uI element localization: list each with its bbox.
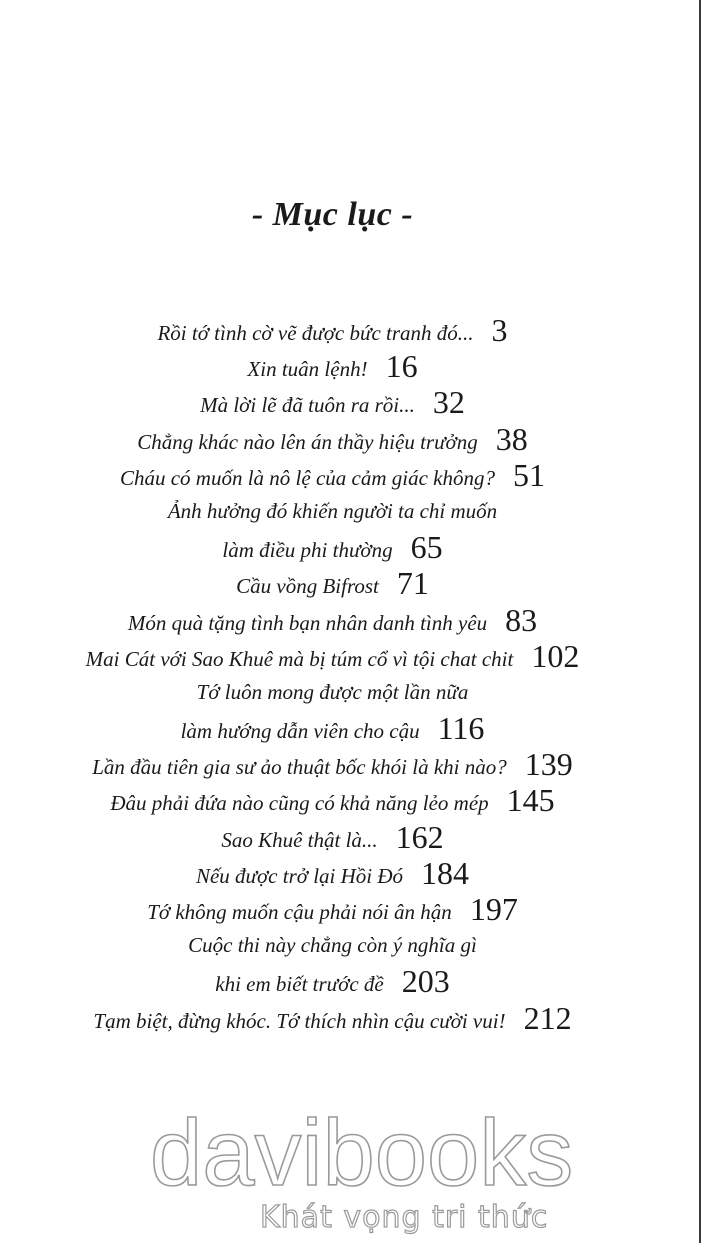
toc-entry-text: Đâu phải đứa nào cũng có khả năng lẻo mép bbox=[110, 791, 489, 816]
toc-entry-page: 32 bbox=[432, 384, 465, 421]
toc-entry-text: Rồi tớ tình cờ vẽ được bức tranh đó... bbox=[157, 321, 474, 345]
toc-entry bbox=[0, 602, 665, 638]
toc-entry-page: 197 bbox=[469, 891, 518, 927]
toc-entry-text: Chẳng khác nào lên án thầy hiệu trưởng bbox=[137, 429, 478, 454]
toc-entry-text: Mai Cát với Sao Khuê mà bị túm cổ vì tội chat chit bbox=[85, 646, 514, 671]
toc-entry-text: Nếu được trở lại Hồi Đó bbox=[195, 863, 404, 888]
toc-entry-text: Tạm biệt, đừng khóc. Tớ thích nhìn cậu cười vui! bbox=[93, 1008, 506, 1033]
logo-tagline: Khát vọng tri thức bbox=[260, 1200, 549, 1235]
toc-entry bbox=[0, 493, 665, 529]
toc-entry-page: 83 bbox=[505, 601, 538, 638]
toc-entry bbox=[0, 891, 665, 927]
toc-entry bbox=[0, 565, 665, 601]
toc-entry bbox=[0, 710, 665, 746]
toc-entry bbox=[0, 638, 665, 674]
toc-entry bbox=[0, 963, 665, 999]
toc-entry bbox=[0, 746, 665, 782]
toc-entry-page: 139 bbox=[524, 746, 573, 783]
page-edge-line bbox=[699, 0, 701, 1243]
toc-entry bbox=[0, 421, 665, 457]
toc-entry-page: 16 bbox=[385, 348, 418, 385]
logo-wordmark: davibooks bbox=[150, 1100, 574, 1205]
page-title: - Mục lục - bbox=[251, 196, 414, 233]
toc-entry-page: 38 bbox=[495, 420, 528, 457]
toc-entry-text: Món quà tặng tình bạn nhân danh tình yêu bbox=[127, 610, 488, 635]
toc-entry bbox=[0, 674, 665, 710]
toc-entry-page: 203 bbox=[401, 963, 450, 1000]
toc-entry-page: 212 bbox=[523, 999, 572, 1036]
toc-entry bbox=[0, 855, 665, 891]
toc-entry-page: 102 bbox=[531, 637, 580, 674]
table-of-contents bbox=[0, 312, 665, 1036]
toc-entry-text: Lần đầu tiên gia sư ảo thuật bốc khói là khi nào? bbox=[92, 755, 507, 780]
toc-entry-text: Xin tuân lệnh! bbox=[247, 357, 368, 382]
toc-entry-text: Mà lời lẽ đã tuôn ra rồi... bbox=[200, 393, 415, 418]
toc-entry-page: 51 bbox=[513, 456, 546, 493]
toc-entry-page: 65 bbox=[410, 529, 443, 566]
toc-entry bbox=[0, 529, 665, 565]
toc-entry-page: 3 bbox=[491, 312, 508, 348]
toc-entry-text: Sao Khuê thật là... bbox=[221, 827, 378, 852]
toc-entry-text: làm điều phi thường bbox=[222, 538, 393, 563]
toc-entry-text: Cầu vồng Bifrost bbox=[236, 574, 379, 599]
toc-entry bbox=[0, 457, 665, 493]
toc-entry-page: 184 bbox=[421, 854, 470, 891]
toc-entry-text: làm hướng dẫn viên cho cậu bbox=[180, 719, 420, 744]
toc-entry bbox=[0, 927, 665, 963]
toc-entry-page: 162 bbox=[395, 818, 444, 855]
toc-entry bbox=[0, 312, 665, 348]
toc-entry-text: Ảnh hưởng đó khiến người ta chỉ muốn bbox=[167, 498, 498, 523]
toc-entry-text: Cuộc thi này chẳng còn ý nghĩa gì bbox=[188, 933, 477, 958]
toc-entry-page: 145 bbox=[506, 782, 555, 819]
toc-entry-text: Cháu có muốn là nô lệ của cảm giác không? bbox=[119, 465, 496, 490]
toc-entry bbox=[0, 348, 665, 384]
publisher-logo bbox=[150, 1100, 574, 1236]
toc-entry bbox=[0, 819, 665, 855]
toc-entry bbox=[0, 384, 665, 420]
toc-entry-text: khi em biết trước đề bbox=[215, 972, 384, 997]
toc-entry-text: Tớ luôn mong được một lần nữa bbox=[196, 679, 469, 704]
toc-entry-page: 116 bbox=[437, 710, 485, 747]
toc-entry bbox=[0, 782, 665, 818]
toc-entry-text: Tớ không muốn cậu phải nói ân hận bbox=[147, 900, 452, 924]
toc-entry-page: 71 bbox=[396, 565, 429, 602]
toc-entry bbox=[0, 1000, 665, 1036]
